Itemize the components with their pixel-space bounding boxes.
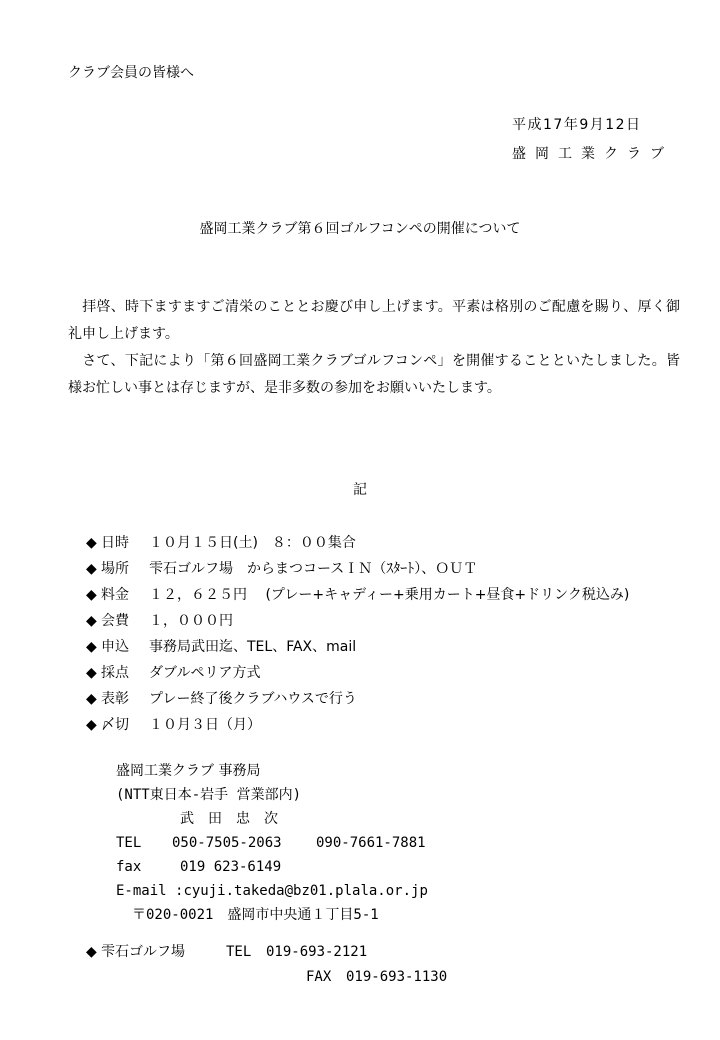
- detail-value: ダブルペリア方式: [149, 665, 261, 681]
- office-fax-row: [116, 855, 428, 879]
- office-name: 盛岡工業クラブ 事務局: [116, 763, 261, 779]
- detail-row-datetime: [86, 530, 629, 556]
- document-title: 盛岡工業クラブ第６回ゴルフコンペの開催について: [199, 221, 521, 237]
- golf-fax-number: 019-693-1130: [346, 969, 448, 985]
- golf-course-tel-row: [86, 940, 447, 965]
- body-text: [68, 294, 680, 402]
- golf-course-fax-row: [86, 965, 447, 990]
- detail-value: 事務局武田迄、TEL、FAX、mail: [149, 639, 357, 655]
- diamond-bullet-icon: ◆: [86, 691, 97, 707]
- diamond-bullet-icon: ◆: [86, 587, 97, 603]
- diamond-bullet-icon: ◆: [86, 665, 97, 681]
- detail-row-venue: [86, 556, 629, 582]
- detail-label: 採点: [101, 665, 129, 681]
- detail-row-fee: [86, 582, 629, 608]
- details-list: [86, 530, 629, 738]
- contact-person: 武 田 忠 次: [180, 811, 278, 827]
- detail-row-scoring: [86, 660, 629, 686]
- golf-fax-label: FAX: [306, 969, 332, 985]
- detail-label: 〆切: [101, 717, 129, 733]
- golf-course-name: 雫石ゴルフ場: [101, 944, 185, 960]
- detail-row-awards: [86, 686, 629, 712]
- sender-name: 盛岡工業クラブ: [512, 146, 673, 162]
- golf-tel-number: 019-693-2121: [266, 944, 368, 960]
- email-label: E-mail :: [116, 883, 184, 899]
- diamond-bullet-icon: ◆: [86, 535, 97, 551]
- detail-label: 表彰: [101, 691, 129, 707]
- diamond-bullet-icon: ◆: [86, 613, 97, 629]
- tel-number-1: 050-7505-2063: [172, 835, 282, 851]
- detail-value: 雫石ゴルフ場 からまつコースＩＮ（ｽﾀｰﾄ）、ＯＵＴ: [149, 561, 478, 577]
- detail-value: １０月１５日(土) ８：００集合: [149, 535, 356, 551]
- diamond-bullet-icon: ◆: [86, 717, 97, 733]
- addressee: クラブ会員の皆様へ: [68, 65, 194, 81]
- detail-label: 会費: [101, 613, 129, 629]
- office-dept: (NTT東日本-岩手 営業部内): [116, 787, 302, 803]
- detail-value: １２，６２５円 (プレー+キャディー+乗用カート+昼食+ドリンク税込み): [149, 587, 630, 603]
- office-contact: [116, 759, 428, 927]
- tel-number-2: 090-7661-7881: [316, 835, 426, 851]
- detail-row-deadline: [86, 712, 629, 738]
- office-address: 〒020-0021 盛岡市中央通１丁目5-1: [132, 907, 379, 923]
- detail-value: １，０００円: [149, 613, 233, 629]
- fax-label: fax: [116, 859, 142, 875]
- golf-tel-label: TEL: [226, 944, 252, 960]
- detail-label: 料金: [101, 587, 129, 603]
- fax-number: 019 623-6149: [180, 859, 282, 875]
- ki-heading: 記: [353, 482, 367, 498]
- body-paragraph-1: 拝啓、時下ますますご清栄のこととお慶び申し上げます。平素は格別のご配慮を賜り、厚く御礼申し上げます。: [68, 299, 680, 342]
- tel-label: TEL: [116, 835, 142, 851]
- diamond-bullet-icon: ◆: [86, 944, 97, 960]
- detail-label: 場所: [101, 561, 129, 577]
- detail-row-dues: [86, 608, 629, 634]
- golf-course-contact: [86, 940, 447, 990]
- detail-label: 申込: [101, 639, 129, 655]
- detail-value: プレー終了後クラブハウスで行う: [149, 691, 357, 707]
- office-email-row: [116, 879, 428, 903]
- office-tel-row: [116, 831, 428, 855]
- email-address[interactable]: cyuji.takeda@bz01.plala.or.jp: [183, 883, 428, 899]
- detail-value: １０月３日（月）: [149, 717, 261, 733]
- diamond-bullet-icon: ◆: [86, 639, 97, 655]
- document-date: 平成17年9月12日: [512, 117, 642, 133]
- detail-row-application: [86, 634, 629, 660]
- detail-label: 日時: [101, 535, 129, 551]
- body-paragraph-2: さて、下記により「第６回盛岡工業クラブゴルフコンペ」を開催することといたしました。皆様お忙しい事とは存じますが、是非多数の参加をお願いいたします。: [68, 353, 680, 396]
- diamond-bullet-icon: ◆: [86, 561, 97, 577]
